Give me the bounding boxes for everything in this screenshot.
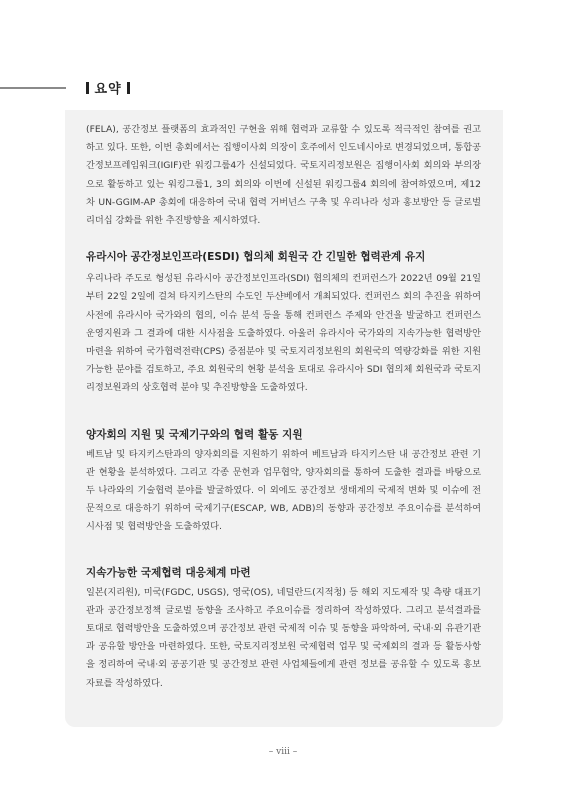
section-body-esdi: 우리나라 주도로 형성된 유라시아 공간정보인프라(SDI) 협의체의 컨퍼런스가 2022년 09월 21일부터 22일 2일에 걸쳐 타지키스탄의 수도인 두샨베에서 개최되었다. 컨퍼런스 회의 추진을 위하여 사전에 유라시아 국가와의 협의, 이슈 분석 등을 통해 컨퍼런스 주제와 안건을 발굴하고 컨퍼런스 운영지원과 그 결과에 대한 시사점을 도출하였다. 아울러 유라시아 국가와의 지속가능한 협력방안 마련을 위하여 국가협력전략(CPS) 중점분야 및 국토지리정보원의 회원국의 역량강화를 위한 지원 가능한 분야를 검토하고, 주요 회원국의 현황 분석을 토대로 유라시아 SDI 협의체 회원국과 국토지리정보원과의 상호협력 분야 및 추진방향을 도출하였다. <box>86 273 481 394</box>
header-bar-right <box>127 82 130 94</box>
header-rule <box>0 87 66 89</box>
section-title-sustainable: 지속가능한 국제협력 대응체계 마련 <box>86 566 251 579</box>
section-body-bilateral: 베트남 및 타지키스탄과의 양자회의를 지원하기 위하여 베트남과 타지키스탄 내 공간정보 관련 기관 현황을 분석하였다. 그리고 각종 문헌과 업무협약, 양자회의를 통하여 도출한 결과를 바탕으로 두 나라와의 기술협력 분야를 발굴하였다. 이 외에도 공간정보 생태계의 국제적 변화 및 이슈에 전문적으로 대응하기 위하여 국제기구(ESCAP, WB, ADB)의 동향과 공간정보 주요이슈를 분석하여 시사점 및 협력방안을 도출하였다. <box>86 448 481 533</box>
section-title-bilateral: 양자회의 지원 및 국제기구와의 협력 활동 지원 <box>86 428 303 441</box>
page-number: – viii – <box>268 747 298 757</box>
header-bar-left <box>86 82 89 94</box>
intro-paragraph: (FELA), 공간정보 플랫폼의 효과적인 구현을 위해 협력과 교류할 수 있도록 적극적인 참여를 권고하고 있다. 또한, 이번 총회에서는 집행이사회 의장이 호주에서 인도네시아로 변경되었으며, 통합공간정보프레임워크(IGIF)란 워킹그룹4가 신설되었다. 국토지리정보원은 집행이사회 회의와 부의장으로 활동하고 있는 워킹그룹1, 3의 회의와 이번에 신설된 워킹그룹4 회의에 참여하였으며, 제12차 UN-GGIM-AP 총회에 대응하여 국내 협력 거버넌스 구축 및 우리나라 성과 홍보방안 등 글로벌 리더십 강화를 위한 추진방향을 제시하였다. <box>86 124 481 227</box>
section-header <box>86 78 130 97</box>
summary-content <box>86 121 481 693</box>
header-title: 요약 <box>94 82 122 97</box>
section-body-sustainable: 일본(지리원), 미국(FGDC, USGS), 영국(OS), 네덜란드(지적청) 등 해외 지도제작 및 측량 대표기관과 공간정보정책 글로벌 동향을 조사하고 주요이슈를 정리하여 작성하였다. 그리고 분석결과를 토대로 협력방안을 도출하였으며 공간정보 관련 국제적 이슈 및 동향을 파악하여, 국내·외 유관기관과 공유할 방안을 마련하였다. 또한, 국토지리정보원 국제협력 업무 및 국제회의 결과 등 활동사항을 정리하여 국내·외 공공기관 및 공간정보 관련 사업체들에게 관련 정보를 공유할 수 있도록 홍보자료를 작성하였다. <box>86 586 481 689</box>
section-title-esdi: 유라시아 공간정보인프라(ESDI) 협의체 회원국 간 긴밀한 협력관계 유지 <box>86 251 426 264</box>
